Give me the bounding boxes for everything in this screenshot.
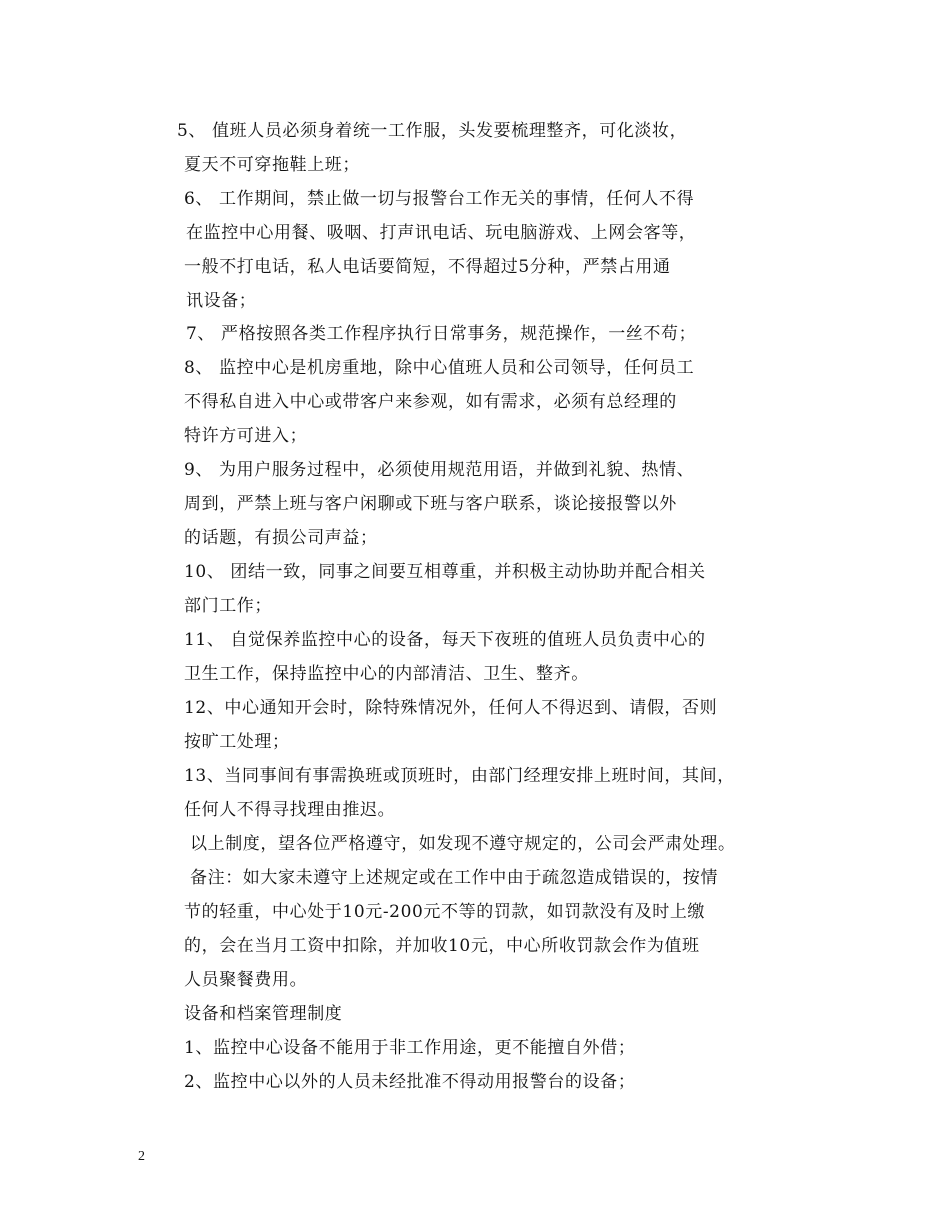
text-line: 备注：如大家未遵守上述规定或在工作中由于疏忽造成错误的，按情: [190, 868, 718, 888]
text-line: 讯设备；: [186, 291, 257, 311]
text-line: 的，会在当月工资中扣除，并加收10元，中心所收罚款会作为值班: [184, 936, 700, 956]
text-line: 节的轻重，中心处于10元-200元不等的罚款，如罚款没有及时上缴: [184, 902, 706, 922]
text-line: 卫生工作，保持监控中心的内部清洁、卫生、整齐。: [184, 664, 589, 684]
text-line: 2、监控中心以外的人员未经批准不得动用报警台的设备；: [184, 1072, 636, 1092]
section-heading: 设备和档案管理制度: [184, 1004, 343, 1024]
text-line: 不得私自进入中心或带客户来参观，如有需求，必须有总经理的: [184, 392, 677, 412]
text-line: 7、 严格按照各类工作程序执行日常事务，规范操作，一丝不苟；: [186, 324, 697, 344]
text-line: 以上制度，望各位严格遵守，如发现不遵守规定的，公司会严肃处理。: [190, 834, 736, 854]
text-line: 10、 团结一致，同事之间要互相尊重，并积极主动协助并配合相关: [184, 562, 706, 582]
text-line: 夏天不可穿拖鞋上班；: [184, 155, 360, 175]
text-line: 12、中心通知开会时，除特殊情况外，任何人不得迟到、请假，否则: [184, 698, 718, 718]
text-line: 在监控中心用餐、吸咽、打声讯电话、玩电脑游戏、上网会客等，: [186, 223, 697, 243]
text-line: 任何人不得寻找理由推迟。: [184, 800, 396, 820]
text-line: 6、 工作期间，禁止做一切与报警台工作无关的事情，任何人不得: [184, 189, 695, 209]
text-line: 一般不打电话，私人电话要简短，不得超过5分种，严禁占用通: [184, 257, 671, 277]
text-line: 9、 为用户服务过程中，必须使用规范用语，并做到礼貌、热情、: [184, 460, 695, 480]
text-line: 部门工作；: [184, 596, 272, 616]
text-line: 5、 值班人员必须身着统一工作服，头发要梳理整齐，可化淡妆，: [177, 121, 688, 141]
text-line: 周到，严禁上班与客户闲聊或下班与客户联系，谈论接报警以外: [184, 494, 677, 514]
text-line: 的话题，有损公司声益；: [184, 528, 378, 548]
text-line: 1、监控中心设备不能用于非工作用途，更不能擅自外借；: [184, 1038, 636, 1058]
page-number: 2: [138, 1149, 145, 1164]
text-line: 按旷工处理；: [184, 732, 290, 752]
text-line: 8、 监控中心是机房重地，除中心值班人员和公司领导，任何员工: [184, 358, 695, 378]
text-line: 11、 自觉保养监控中心的设备，每天下夜班的值班人员负责中心的: [184, 630, 706, 650]
text-line: 人员聚餐费用。: [184, 970, 308, 990]
text-line: 特许方可进入；: [184, 426, 308, 446]
text-line: 13、当同事间有事需换班或顶班时，由部门经理安排上班时间，其间，: [184, 766, 735, 786]
